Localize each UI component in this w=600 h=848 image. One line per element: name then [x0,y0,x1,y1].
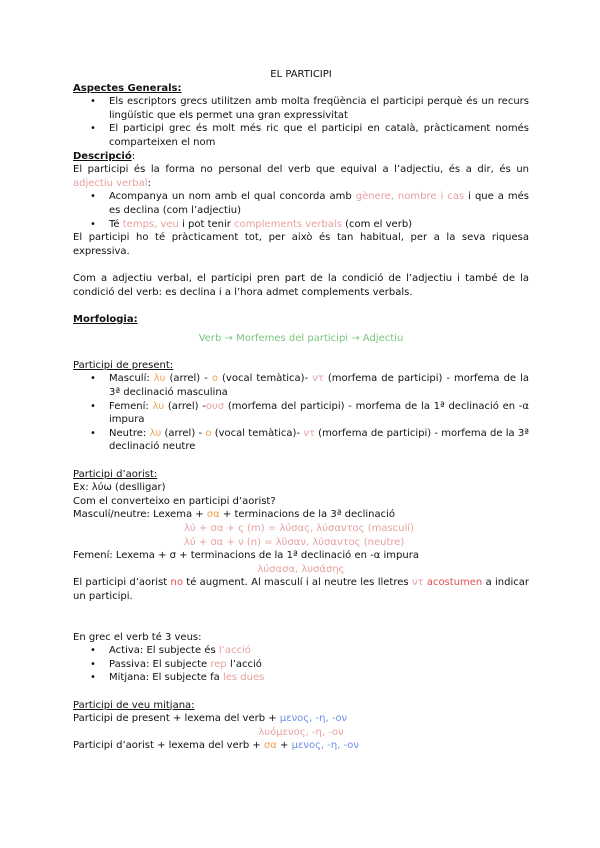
heading-text: Descripció [73,150,132,162]
text: l’acció [226,658,262,670]
highlight-text: gènere, nombre i cas [355,191,465,203]
text: i que a més es declina (com l’adjectiu) [109,191,530,216]
text: El participi d’aorist [73,577,171,589]
list-item-neutre [73,427,529,454]
morpheme-text: ντ [303,427,315,439]
highlight-text: complements verbals [234,218,342,230]
text: (morfema de participi) - morfema de la 3ª declinació masculina [109,373,530,399]
text: i pot tenir [178,218,235,230]
text: (arrel) - [161,427,206,439]
paragraph: El participi ho té pràcticament tot, per això és tan habitual, per a la seva riquesa expressiva. [73,232,529,257]
form-femeni: λύσασα, λυσάσης [257,563,345,575]
veus-list [73,644,529,685]
rule-aorist-mitjana [73,739,529,753]
paragraph: Com a adjectiu verbal, el participi pren part de la condició de l’adjectiu i també de la condició del verb: es declina i a l’hora admet complements verbals. [73,272,529,298]
highlight-text: adjectiu verbal [73,177,148,189]
rule-femeni: Femení: Lexema + σ + terminacions de la 1ª declinació en -α impura [73,550,419,562]
rule-present-mitjana [73,712,529,726]
text: Masculí/neutre: Lexema + [73,509,207,521]
page-title: EL PARTICIPI [270,69,332,80]
text: Femení: [109,400,153,412]
highlight-text: l’acció [218,645,251,657]
text: Té [109,218,123,230]
paragraph [73,163,529,190]
highlight-text: les dues [222,672,265,684]
present-list [73,372,529,454]
text: El participi és la forma no personal del verb que equival a l’adjectiu, és a dir, és un [73,164,529,176]
highlight-text: temps, veu [122,218,179,230]
text: (vocal temàtica)- [217,373,313,385]
highlight-text: rep [210,658,227,670]
subheading-mitjana: Participi de veu mitjana: [73,699,195,711]
text: Participi de present + lexema del verb + [73,713,280,725]
form-present-mitjana: λυόμενος, -η, -ον [258,726,344,738]
text: + terminacions de la 3ª declinació [219,509,396,521]
form-masculi: λύ + σα + ς (m) = λύσας, λύσαντος (masculí) [184,523,414,534]
list-item [73,644,529,658]
list-item [73,190,529,217]
root-text: λυ [152,400,165,412]
aspectes-list [73,95,529,149]
sigma-alpha-text: σα [206,509,220,521]
list-item-femeni [73,400,529,427]
rule-masculi-neutre [73,508,529,522]
list-item [73,218,529,232]
vowel-text: ο [211,373,218,385]
veus-intro: En grec el verb té 3 veus: [73,631,202,643]
highlight-text: acostumen [426,577,483,589]
text: té augment. Al masculí i al neutre les lletres [182,577,412,589]
list-item: • Els escriptors grecs utilitzen amb molta freqüència el participi perquè és un recurs lingüístic que els permet una gran expressivitat [73,95,529,122]
subheading-present: Participi de present: [73,359,174,371]
ending-text: μενος, -η, -ον [279,713,348,725]
list-item [73,658,529,672]
root-text: λυ [153,373,166,385]
text: (morfema de participi) - morfema de la 3ª declinació neutre [109,427,529,453]
heading-colon: : [131,150,136,162]
list-item [73,671,529,685]
morpheme-text: ουσ [205,400,225,412]
example-line: Ex: λύω (deslligar) [73,482,166,494]
highlight-text: no [170,577,183,589]
text: Acompanya un nom amb el qual concorda amb [109,191,356,203]
section-heading-morfologia: Morfologia: [73,313,138,325]
list-item: • El participi grec és molt més ric que el participi en català, pràcticament només comparteixen el nom [73,122,529,149]
document-page [73,68,529,753]
text: : [147,177,151,189]
text: (com el verb) [341,218,413,230]
text: Masculí: [109,373,154,385]
root-text: λυ [149,427,162,439]
ending-text: μενος, -η, -ον [291,740,359,752]
text: (arrel) - [164,400,206,412]
morphology-scheme: Verb → Morfemes del participi → Adjectiu [198,333,404,345]
text: Participi d’aorist + lexema del verb + [73,740,264,752]
list-item-masculi [73,372,529,399]
vowel-text: ο [205,427,212,439]
text: Neutre: [109,427,150,439]
morpheme-text: ντ [312,373,324,385]
descripcio-list [73,190,529,231]
sigma-alpha-text: σα [263,740,277,752]
text: a indicar un participi. [73,577,529,602]
highlight-text: ντ [411,577,424,589]
text: (vocal temàtica)- [211,427,304,439]
question-line: Com el converteixo en participi d’aorist? [73,495,276,507]
text: Passiva: El subjecte [109,658,211,670]
subheading-aorist: Participi d’aorist: [73,468,158,480]
text: Activa: El subjecte és [109,645,219,657]
paragraph [73,576,529,603]
section-heading-aspectes: Aspectes Generals: [73,82,182,94]
form-neutre: λύ + σα + ν (n) = λῦσαν, λύσαντος (neutre) [184,536,405,548]
text: + [276,740,292,752]
section-heading-descripcio [73,150,529,164]
text: Mitjana: El subjecte fa [109,672,223,684]
text: (arrel) - [165,373,212,385]
text: (morfema del participi) - morfema de la 1ª declinació en -α impura [109,400,529,426]
